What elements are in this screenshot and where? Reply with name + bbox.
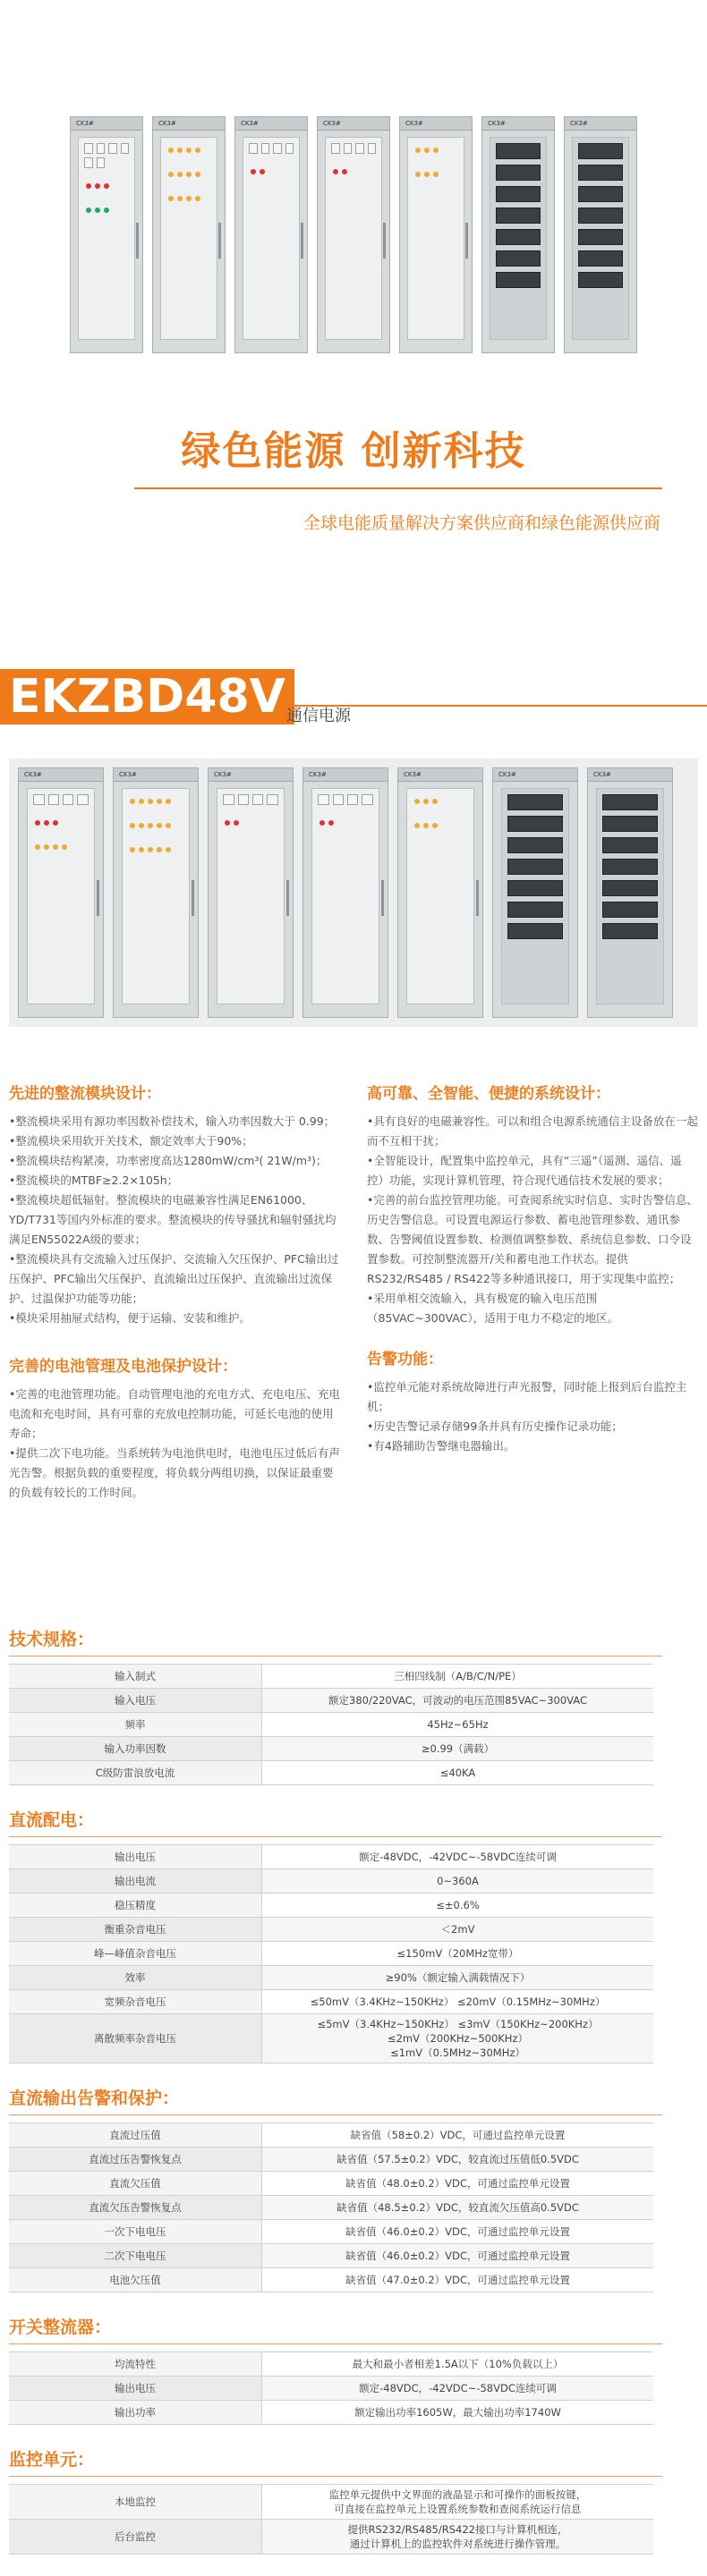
alarm-section-title: 告警功能： [367,1351,443,1368]
system-section-title: 高可靠、全智能、便捷的系统设计： [367,1085,610,1103]
list-item: •采用单相交流输入，具有极宽的输入电压范围（85VAC~300VAC），适用于电力不稳定的地区。 [367,1292,619,1325]
list-item: •有4路辅助告警继电器输出。 [367,1439,515,1453]
table-row [9,1713,653,1737]
table-cell-key: 稳压精度 [9,1894,262,1918]
rectifier-spec-table [9,2351,653,2425]
list-item: •监控单元能对系统故障进行声光报警，同时能上报到后台监控主机； [367,1380,687,1413]
list-item: •历史告警记录存储99条并具有历史操作记录功能； [367,1419,623,1433]
table-cell-value: 额定-48VDC，-42VDC~-58VDC连续可调 [262,2377,654,2401]
table-row [9,2196,653,2220]
dc-section-title: 直流配电： [9,1810,95,1830]
list-item: •整流模块结构紧凑，功率密度高达1280mW/cm³( 21W/m³)； [9,1154,328,1167]
table-cell-key: C级防雷浪放电流 [9,1761,262,1785]
list-item: •全智能设计，配置集中监控单元，具有“三遥”（遥测、遥信、遥控）功能，实现计算机管理，符合现代通信技术发展的要求； [367,1154,682,1187]
list-item: •模块采用抽屉式结构，便于运输、安装和维护。 [9,1311,251,1325]
table-cell-key: 直流过压告警恢复点 [9,2148,262,2172]
cabinet-panel: CK3# [234,116,308,353]
table-cell-key: 输出电压 [9,2377,262,2401]
table-row [9,2148,653,2172]
table-cell-value: 额定380/220VAC，可波动的电压范围85VAC~300VAC [262,1689,654,1713]
feature-column-right [367,1080,698,1456]
table-row [9,2123,653,2148]
table-cell-value: ≥0.99（满载） [262,1737,654,1761]
rectifier-list [9,1112,340,1328]
cabinet-panel: CK3# [399,116,473,353]
table-row [9,2352,653,2377]
table-row [9,2244,653,2268]
table-cell-value: 三相四线制（A/B/C/N/PE） [262,1665,654,1689]
table-row [9,2520,653,2555]
monitor-table [9,2484,653,2555]
list-item: •整流模块采用有源功率因数补偿技术，输入功率因数大于 0.99； [9,1114,336,1128]
table-row [9,1689,653,1713]
table-cell-value: ＜2mV [262,1918,654,1942]
table-cell-key: 输入电压 [9,1689,262,1713]
table-cell-value: 缺省值（58±0.2）VDC，可通过监控单元设置 [262,2123,654,2148]
slogan-title: 绿色能源 创新科技 [181,428,526,474]
table-row [9,1942,653,1966]
feature-column-left [9,1080,340,1503]
table-cell-key: 均流特性 [9,2352,262,2377]
table-row [9,2485,653,2520]
table-cell-key: 峰—峰值杂音电压 [9,1942,262,1966]
table-cell-key: 电池欠压值 [9,2268,262,2292]
table-cell-value: 额定-48VDC，-42VDC~-58VDC连续可调 [262,1845,654,1869]
table-cell-key: 本地监控 [9,2485,262,2520]
table-cell-key: 输出功率 [9,2401,262,2425]
list-item: •整流模块的MTBF≥2.2×105h； [9,1174,179,1187]
table-row [9,2268,653,2292]
alarm-protect-table [9,2123,653,2292]
table-cell-key: 直流欠压告警恢复点 [9,2196,262,2220]
table-cell-value: ≤50mV（3.4KHz~150KHz） ≤20mV（0.15MHz~30MHz） [262,1990,654,2014]
dc-table [9,1844,653,2063]
slogan-divider [134,487,662,489]
table-cell-key: 宽频杂音电压 [9,1990,262,2014]
table-cell-key: 输出电压 [9,1845,262,1869]
table-row [9,1665,653,1689]
alarm-protect-section-title: 直流输出告警和保护： [9,2089,180,2108]
table-cell-value: 额定输出功率1605W，最大输出功率1740W [262,2401,654,2425]
table-row [9,1990,653,2014]
table-cell-value: 缺省值（46.0±0.2）VDC，可通过监控单元设置 [262,2244,654,2268]
list-item: •完善的前台监控管理功能。可查阅系统实时信息、实时告警信息、历史告警信息。可设置电源运行参数、蓄电池管理参数、通讯参数、告警阈值设置参数、检测值调整参数、系统信息参数、口令设置参数。可控制整流器开/关和蓄电池工作状态。提供RS232/RS485 / RS422等多种通讯接口，用于实现集中监控； [367,1193,698,1285]
table-cell-value: 提供RS232/RS485/RS422接口与计算机相连， 通过计算机上的监控软件对系统进行操作管理。 [262,2520,654,2555]
system-list [367,1112,698,1328]
model-name: EKZBD48V [0,669,294,724]
spec-tables [9,1626,662,2555]
table-row [9,1737,653,1761]
list-item: •完善的电池管理功能。自动管理电池的充电方式、充电电压、充电电流和充电时间，具有可靠的充放电控制功能，可延长电池的使用寿命； [9,1387,340,1440]
table-cell-value: ≤150mV（20MHz宽带） [262,1942,654,1966]
table-cell-key: 效率 [9,1966,262,1990]
table-cell-value: 缺省值（46.0±0.2）VDC，可通过监控单元设置 [262,2220,654,2244]
table-row [9,2014,653,2063]
table-row [9,1845,653,1869]
cabinet-panel: CK3# [70,116,143,353]
cabinet-panel-battery: CK3# [481,116,555,353]
model-type: 通信电源 [286,707,351,725]
table-row [9,2172,653,2196]
table-row [9,1761,653,1785]
table-cell-key: 一次下电电压 [9,2220,262,2244]
table-cell-key: 离散频率杂音电压 [9,2014,262,2063]
list-item: •具有良好的电磁兼容性。可以和组合电源系统通信主设备放在一起而不互相干扰； [367,1114,698,1148]
table-cell-key: 衡重杂音电压 [9,1918,262,1942]
table-cell-key: 直流过压值 [9,2123,262,2148]
slogan-subtitle: 全球电能质量解决方案供应商和绿色能源供应商 [302,513,660,533]
monitor-section-title: 监控单元： [9,2450,95,2470]
cabinet-panel: CK3# [317,116,390,353]
battery-section-title: 完善的电池管理及电池保护设计： [9,1358,237,1376]
cabinet-photo-top [70,116,643,353]
spec-section-title: 技术规格： [9,1630,95,1649]
table-cell-value: 缺省值（48.5±0.2）VDC，较直流欠压值高0.5VDC [262,2196,654,2220]
cabinet-photo-product: CK3# CK3# CK3# CK3# CK3# CK3# CK3# [9,758,698,1027]
table-cell-value: 监控单元提供中文界面的液晶显示和可操作的面板按键， 可直接在监控单元上设置系统参数和查阅系统运行信息 [262,2485,654,2520]
table-cell-key: 输入功率因数 [9,1737,262,1761]
table-cell-key: 直流欠压值 [9,2172,262,2196]
table-cell-value: ≤40KA [262,1761,654,1785]
table-cell-key: 后台监控 [9,2520,262,2555]
rectifier-section-title: 先进的整流模块设计： [9,1085,161,1103]
table-cell-value: 45Hz~65Hz [262,1713,654,1737]
list-item: •整流模块具有交流输入过压保护、交流输入欠压保护、PFC输出过压保护、PFC输出欠压保护、直流输出过压保护、直流输出过流保护、过温保护功能等功能； [9,1252,339,1305]
table-row [9,1918,653,1942]
table-row [9,2377,653,2401]
table-cell-value: ≤5mV（3.4KHz~150KHz） ≤3mV（150KHz~200KHz） ≤2mV（200KHz~500KHz） ≤1mV（0.5MHz~30MHz） [262,2014,654,2063]
table-cell-key: 输入制式 [9,1665,262,1689]
table-cell-key: 输出电流 [9,1869,262,1894]
table-cell-value: ≥90%（额定输入满载情况下） [262,1966,654,1990]
table-cell-value: 0~360A [262,1869,654,1894]
list-item: •整流模块超低辐射。整流模块的电磁兼容性满足EN61000、YD/T731等国内外标准的要求。整流模块的传导骚扰和辐射骚扰均满足EN55022A级的要求； [9,1193,336,1246]
table-cell-key: 二次下电电压 [9,2244,262,2268]
table-row [9,1869,653,1894]
list-item: •整流模块采用软开关技术，额定效率大于90%； [9,1134,253,1148]
alarm-list [367,1377,698,1456]
table-row [9,2220,653,2244]
table-cell-value: ≤±0.6% [262,1894,654,1918]
table-cell-value: 缺省值（48.0±0.2）VDC，可通过监控单元设置 [262,2172,654,2196]
table-row [9,1894,653,1918]
table-cell-key: 频率 [9,1713,262,1737]
spec-table [9,1664,653,1785]
table-cell-value: 最大和最小者相差1.5A以下（10%负载以上） [262,2352,654,2377]
cabinet-panel-battery: CK3# [564,116,637,353]
table-row [9,1966,653,1990]
list-item: •提供二次下电功能。当系统转为电池供电时，电池电压过低后有声光告警。根据负载的重要程度，将负载分两组切换，以保证最重要的负载有较长的工作时间。 [9,1446,340,1499]
battery-list [9,1385,340,1503]
table-cell-value: 缺省值（57.5±0.2）VDC，较直流过压值低0.5VDC [262,2148,654,2172]
table-row [9,2401,653,2425]
cabinet-panel: CK3# [152,116,226,353]
table-cell-value: 缺省值（47.0±0.2）VDC，可通过监控单元设置 [262,2268,654,2292]
rectifier-spec-section-title: 开关整流器： [9,2318,112,2337]
